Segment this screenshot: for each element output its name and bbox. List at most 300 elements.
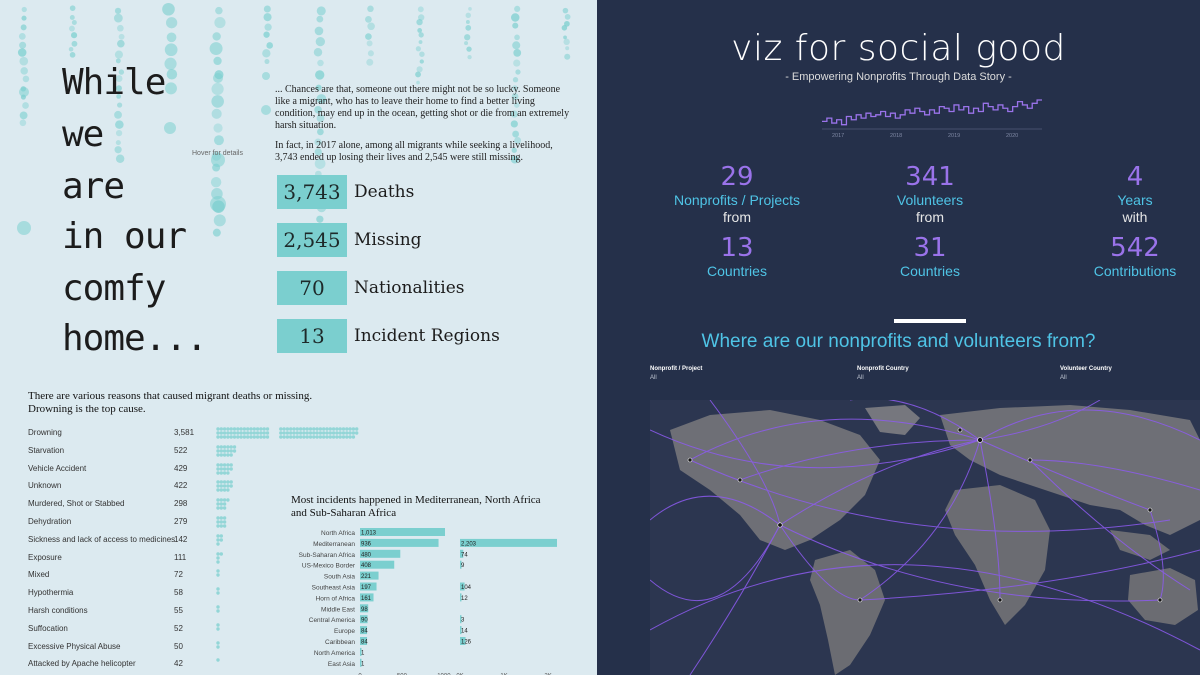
reason-dot bbox=[259, 431, 262, 434]
intro-paragraph: ... Chances are that, someone out there might not be so lucky. Someone like a migrant, who has to leave their home to find a better living condition, may end up in the ocean, getting shot or die from an extremely harsh situation. bbox=[275, 84, 570, 131]
reason-dot bbox=[216, 481, 219, 484]
reason-dot bbox=[309, 435, 312, 438]
bubble bbox=[21, 24, 27, 30]
reason-dot bbox=[216, 552, 219, 555]
reason-dot bbox=[286, 435, 289, 438]
reason-dot bbox=[226, 427, 229, 430]
filter-volunteer-country-select[interactable]: All bbox=[1060, 375, 1067, 381]
reason-dot bbox=[216, 560, 219, 563]
region-value-deaths: 480 bbox=[361, 552, 372, 559]
reason-dot bbox=[216, 641, 219, 644]
reason-dot bbox=[253, 435, 256, 438]
bubble bbox=[213, 57, 221, 65]
reason-dot bbox=[299, 431, 302, 434]
bubble bbox=[263, 32, 269, 38]
headline-line-5: comfy bbox=[62, 268, 166, 309]
reason-row[interactable] bbox=[28, 425, 568, 442]
bubble bbox=[22, 102, 29, 109]
bubble bbox=[117, 40, 125, 48]
bubble bbox=[114, 14, 123, 23]
reason-dot bbox=[226, 498, 229, 501]
reason-row[interactable] bbox=[28, 478, 568, 495]
page-title: viz for social good bbox=[731, 28, 1066, 69]
node-brazil bbox=[858, 598, 862, 602]
stat-label: Incident Regions bbox=[354, 326, 500, 346]
stat-label: Missing bbox=[354, 230, 422, 250]
reason-dot bbox=[266, 431, 269, 434]
reason-dot bbox=[312, 427, 315, 430]
kpi-nonprofits-count: 29 bbox=[720, 162, 754, 192]
reason-dot bbox=[216, 520, 219, 523]
bubble bbox=[366, 59, 373, 66]
bubble bbox=[20, 120, 27, 127]
bubble bbox=[315, 27, 324, 36]
bubble bbox=[164, 122, 176, 134]
bubble bbox=[419, 32, 424, 37]
bubble bbox=[23, 76, 30, 83]
bubble bbox=[513, 49, 521, 57]
reason-dot bbox=[230, 467, 233, 470]
reason-dot bbox=[342, 427, 345, 430]
bubble bbox=[468, 7, 472, 11]
reason-dot bbox=[220, 506, 223, 509]
region-value-missing: 126 bbox=[461, 639, 472, 646]
node-india bbox=[1028, 458, 1032, 462]
region-value-deaths: 161 bbox=[361, 595, 372, 602]
reason-dot bbox=[230, 485, 233, 488]
reason-dot bbox=[309, 431, 312, 434]
bubble bbox=[367, 40, 373, 46]
reason-dot bbox=[279, 431, 282, 434]
reason-value: 58 bbox=[174, 588, 183, 598]
region-label: Central America bbox=[308, 617, 355, 625]
reason-value: 3,581 bbox=[174, 428, 195, 437]
reason-dot bbox=[230, 445, 233, 448]
kpi-volunteer-countries-label: Countries bbox=[900, 263, 960, 279]
reason-dot bbox=[263, 431, 266, 434]
reason-dot bbox=[319, 435, 322, 438]
reason-dot bbox=[230, 449, 233, 452]
bubble bbox=[210, 42, 223, 55]
region-label: Caribbean bbox=[325, 639, 355, 646]
bubble bbox=[417, 66, 423, 72]
reason-dots bbox=[216, 478, 566, 494]
reason-dot bbox=[216, 534, 219, 537]
region-value-missing: 9 bbox=[461, 563, 465, 570]
kpi-nonprofits-label: Nonprofits / Projects bbox=[673, 192, 801, 208]
bubble bbox=[116, 140, 121, 145]
bubble bbox=[317, 6, 326, 15]
reason-dot bbox=[339, 427, 342, 430]
bubble bbox=[365, 33, 372, 40]
filter-nonprofit-country-label: Nonprofit Country bbox=[857, 366, 909, 372]
bubble bbox=[18, 48, 27, 57]
reason-dot bbox=[216, 445, 219, 448]
reason-dot bbox=[223, 489, 226, 492]
reason-dot bbox=[302, 427, 305, 430]
reason-dot bbox=[216, 502, 219, 505]
stat-deaths[interactable] bbox=[277, 175, 414, 209]
kpi-nonprofit-countries-label: Countries bbox=[707, 263, 767, 279]
reason-dot bbox=[348, 435, 351, 438]
reason-dot bbox=[216, 587, 219, 590]
reason-dot bbox=[282, 427, 285, 430]
region-label: North Africa bbox=[321, 530, 355, 537]
bubble bbox=[165, 43, 178, 56]
bubble bbox=[20, 111, 28, 119]
bubble bbox=[419, 40, 423, 44]
reason-dot bbox=[355, 427, 358, 430]
reason-dot bbox=[279, 435, 282, 438]
reason-dot bbox=[312, 435, 315, 438]
reason-dot bbox=[319, 431, 322, 434]
reason-dot bbox=[259, 427, 262, 430]
reason-dot bbox=[315, 435, 318, 438]
region-value-deaths: 84 bbox=[361, 628, 368, 635]
reason-dot bbox=[243, 435, 246, 438]
bubble bbox=[72, 41, 78, 47]
kpi-contributions-label: Contributions bbox=[1093, 263, 1177, 279]
reason-dot bbox=[216, 538, 219, 541]
reason-dot bbox=[223, 481, 226, 484]
reason-dot bbox=[345, 431, 348, 434]
bubble bbox=[465, 25, 471, 31]
bubble bbox=[115, 8, 121, 14]
reason-name: Murdered, Shot or Stabbed bbox=[28, 499, 125, 509]
reason-dot bbox=[223, 471, 226, 474]
bubble bbox=[20, 67, 27, 74]
reason-dot bbox=[220, 471, 223, 474]
reason-dot bbox=[216, 574, 219, 577]
bubble bbox=[22, 7, 27, 12]
reason-dot bbox=[249, 431, 252, 434]
reason-value: 42 bbox=[174, 659, 183, 669]
stat-value: 13 bbox=[277, 319, 347, 353]
bubble bbox=[420, 59, 424, 63]
reason-dot bbox=[216, 453, 219, 456]
region-title bbox=[291, 494, 541, 520]
reason-dot bbox=[220, 516, 223, 519]
filter-nonprofit-label: Nonprofit / Project bbox=[650, 366, 703, 372]
bubble bbox=[513, 77, 518, 82]
reason-dot bbox=[236, 427, 239, 430]
reason-dot bbox=[216, 591, 219, 594]
reason-dot bbox=[342, 431, 345, 434]
reason-dot bbox=[312, 431, 315, 434]
reason-name: Sickness and lack of access to medicines bbox=[28, 534, 176, 544]
node-uk bbox=[958, 428, 962, 432]
reason-name: Attacked by Apache helicopter bbox=[28, 659, 136, 669]
reasons-title bbox=[28, 390, 312, 416]
node-us-east bbox=[778, 523, 782, 527]
region-value-deaths: 197 bbox=[361, 585, 372, 591]
bubble bbox=[419, 51, 424, 56]
bubble bbox=[115, 146, 122, 153]
region-label: Horn of Africa bbox=[315, 595, 355, 603]
bubble bbox=[19, 42, 26, 49]
headline-line-1: While bbox=[62, 62, 166, 103]
filter-nonprofit-country-select[interactable]: All bbox=[857, 375, 864, 381]
reason-dot bbox=[216, 659, 219, 662]
region-value-missing: 12 bbox=[461, 595, 468, 602]
bubble bbox=[416, 19, 422, 25]
reason-dot bbox=[230, 453, 233, 456]
reason-value: 111 bbox=[174, 552, 187, 562]
reason-dots bbox=[216, 443, 566, 459]
reason-dot bbox=[299, 435, 302, 438]
reason-dot bbox=[345, 435, 348, 438]
reason-dot bbox=[216, 627, 219, 630]
bubble bbox=[116, 155, 124, 163]
bubble bbox=[514, 6, 520, 12]
bubble bbox=[19, 33, 26, 40]
reason-dot bbox=[246, 435, 249, 438]
reason-dot bbox=[292, 435, 295, 438]
reason-dot bbox=[239, 427, 242, 430]
timeline-year-label: 2020 bbox=[1006, 133, 1019, 139]
reason-dot bbox=[216, 431, 219, 434]
bubble bbox=[512, 23, 518, 29]
reason-name: Drowning bbox=[28, 428, 62, 437]
stat-label: Nationalities bbox=[354, 278, 465, 298]
kpi-contributions-count: 542 bbox=[1110, 233, 1160, 263]
bubble bbox=[215, 7, 223, 15]
reason-dot bbox=[226, 445, 229, 448]
reason-dot bbox=[226, 453, 229, 456]
reason-dot bbox=[226, 471, 229, 474]
reason-dot bbox=[220, 453, 223, 456]
reason-dot bbox=[322, 427, 325, 430]
bubble bbox=[514, 35, 520, 41]
reason-dot bbox=[339, 431, 342, 434]
reason-dot bbox=[220, 524, 223, 527]
reason-dot bbox=[329, 427, 332, 430]
contribution-timeline[interactable] bbox=[822, 96, 1062, 140]
node-canada bbox=[688, 458, 692, 462]
bubble bbox=[415, 71, 421, 77]
reason-dot bbox=[216, 489, 219, 492]
region-value-missing: 14 bbox=[461, 628, 468, 635]
bubble bbox=[368, 50, 374, 56]
bubble bbox=[117, 25, 124, 32]
node-australia bbox=[1158, 598, 1162, 602]
region-value-deaths: 408 bbox=[361, 563, 372, 570]
bubble bbox=[119, 34, 125, 40]
reason-dot bbox=[253, 427, 256, 430]
headline-line-6: home... bbox=[62, 318, 207, 359]
bubble bbox=[317, 60, 323, 66]
bubble bbox=[117, 102, 122, 107]
region-title-line-1: Most incidents happened in Mediterranean, North Africa bbox=[291, 494, 541, 506]
reason-dot bbox=[236, 431, 239, 434]
bubble bbox=[264, 59, 269, 64]
stat-label: Deaths bbox=[354, 182, 415, 202]
reason-dot bbox=[230, 427, 233, 430]
reason-dot bbox=[263, 435, 266, 438]
reason-name: Excessive Physical Abuse bbox=[28, 641, 121, 651]
reason-dot bbox=[223, 463, 226, 466]
reason-dot bbox=[220, 467, 223, 470]
reason-dot bbox=[236, 435, 239, 438]
bubble bbox=[213, 73, 223, 83]
bubble bbox=[315, 70, 324, 79]
reason-name: Exposure bbox=[28, 552, 62, 562]
bubble bbox=[167, 69, 178, 80]
headline-line-2: we bbox=[62, 114, 104, 155]
reason-dot bbox=[226, 431, 229, 434]
reason-dot bbox=[223, 445, 226, 448]
bubble bbox=[565, 14, 571, 20]
hover-note: Hover for details bbox=[192, 150, 243, 157]
bubble bbox=[214, 135, 224, 145]
reason-dot bbox=[220, 498, 223, 501]
reason-name: Harsh conditions bbox=[28, 606, 88, 615]
bubble bbox=[115, 120, 124, 129]
reason-dot bbox=[279, 427, 282, 430]
bubble bbox=[165, 82, 177, 94]
reason-dot bbox=[332, 431, 335, 434]
reason-dot bbox=[315, 431, 318, 434]
kpi-years-connector: with bbox=[1122, 209, 1148, 225]
reason-dot bbox=[306, 431, 309, 434]
timeline-year-label: 2017 bbox=[832, 133, 845, 139]
bubble bbox=[162, 3, 175, 16]
bubble bbox=[19, 87, 29, 97]
reason-dot bbox=[230, 435, 233, 438]
stat-nationalities[interactable] bbox=[277, 271, 465, 305]
reason-value: 72 bbox=[174, 570, 183, 580]
bubble bbox=[115, 51, 123, 59]
reason-dot bbox=[302, 435, 305, 438]
reason-dot bbox=[216, 467, 219, 470]
reason-dot bbox=[226, 449, 229, 452]
reason-dot bbox=[223, 435, 226, 438]
region-value-deaths: 84 bbox=[361, 639, 368, 646]
reason-dot bbox=[223, 449, 226, 452]
reason-dot bbox=[286, 431, 289, 434]
world-connection-map[interactable] bbox=[650, 400, 1200, 675]
region-label: Mediterranean bbox=[313, 540, 355, 548]
region-value-deaths: 98 bbox=[361, 606, 368, 613]
reason-dot bbox=[220, 435, 223, 438]
region-value-missing: 104 bbox=[461, 585, 472, 591]
reason-dot bbox=[223, 485, 226, 488]
reason-dot bbox=[335, 431, 338, 434]
node-europe bbox=[978, 438, 983, 443]
stat-incident-regions[interactable] bbox=[277, 319, 500, 353]
reason-dot bbox=[289, 431, 292, 434]
bubble bbox=[515, 69, 520, 74]
reason-value: 522 bbox=[174, 445, 188, 455]
reason-dot bbox=[220, 538, 223, 541]
reason-dot bbox=[223, 427, 226, 430]
reason-value: 50 bbox=[174, 641, 183, 651]
reason-dots bbox=[216, 461, 566, 477]
reason-dot bbox=[216, 645, 219, 648]
reason-dot bbox=[296, 427, 299, 430]
bubble bbox=[511, 13, 519, 21]
reason-dot bbox=[322, 431, 325, 434]
region-value-missing: 74 bbox=[461, 552, 468, 559]
reason-dot bbox=[223, 498, 226, 501]
stats-paragraph: In fact, in 2017 alone, among all migrants while seeking a livelihood, 3,743 ended up losing their lives and 2,545 were still missing. bbox=[275, 140, 553, 163]
reason-dot bbox=[256, 431, 259, 434]
bubble bbox=[417, 28, 422, 33]
reason-dot bbox=[216, 471, 219, 474]
kpi-nonprofit-countries-count: 13 bbox=[720, 233, 754, 263]
reason-dot bbox=[223, 502, 226, 505]
bubble bbox=[70, 5, 76, 11]
stat-missing[interactable] bbox=[277, 223, 422, 257]
bubble bbox=[464, 34, 470, 40]
bubble bbox=[466, 13, 471, 18]
reason-dot bbox=[216, 498, 219, 501]
bubble bbox=[266, 42, 273, 49]
bubble bbox=[213, 229, 221, 237]
region-label: Southeast Asia bbox=[311, 584, 355, 592]
reason-value: 52 bbox=[174, 623, 183, 633]
bubble bbox=[210, 196, 226, 212]
reason-dot bbox=[282, 431, 285, 434]
bubble bbox=[69, 47, 74, 52]
bubble bbox=[316, 216, 323, 223]
filter-volunteer-country-label: Volunteer Country bbox=[1060, 366, 1112, 372]
reason-dot bbox=[352, 435, 355, 438]
reason-dot bbox=[332, 435, 335, 438]
reason-dot bbox=[223, 467, 226, 470]
stat-value: 3,743 bbox=[277, 175, 347, 209]
reason-dot bbox=[352, 431, 355, 434]
reason-dot bbox=[216, 524, 219, 527]
reason-dot bbox=[216, 623, 219, 626]
reason-dot bbox=[325, 435, 328, 438]
bubble bbox=[513, 59, 520, 66]
reason-dot bbox=[220, 520, 223, 523]
reason-value: 422 bbox=[174, 481, 188, 491]
reason-row[interactable] bbox=[28, 461, 568, 478]
region-title-line-2: and Sub-Saharan Africa bbox=[291, 507, 397, 519]
bubble bbox=[262, 49, 270, 57]
bubble bbox=[212, 109, 222, 119]
reason-name: Dehydration bbox=[28, 517, 72, 526]
reason-dot bbox=[216, 449, 219, 452]
reason-value: 55 bbox=[174, 606, 183, 615]
reason-dot bbox=[332, 427, 335, 430]
reason-dot bbox=[342, 435, 345, 438]
bubble bbox=[565, 46, 569, 50]
reason-dot bbox=[319, 427, 322, 430]
bubble bbox=[367, 22, 375, 30]
map-question-title: Where are our nonprofits and volunteers from? bbox=[701, 331, 1096, 352]
reason-dot bbox=[233, 427, 236, 430]
reason-dot bbox=[230, 431, 233, 434]
reason-dot bbox=[220, 481, 223, 484]
reason-dot bbox=[220, 449, 223, 452]
reason-dot bbox=[249, 427, 252, 430]
reason-dot bbox=[216, 463, 219, 466]
reason-value: 298 bbox=[174, 499, 188, 509]
bubble bbox=[564, 54, 570, 60]
reason-row[interactable] bbox=[28, 443, 568, 460]
bubble bbox=[563, 39, 569, 45]
reason-dot bbox=[233, 445, 236, 448]
reason-dot bbox=[296, 435, 299, 438]
filter-nonprofit-select[interactable]: All bbox=[650, 375, 657, 381]
reason-dots bbox=[216, 425, 566, 441]
reason-dot bbox=[216, 485, 219, 488]
bubble bbox=[466, 20, 470, 24]
reason-dot bbox=[348, 431, 351, 434]
